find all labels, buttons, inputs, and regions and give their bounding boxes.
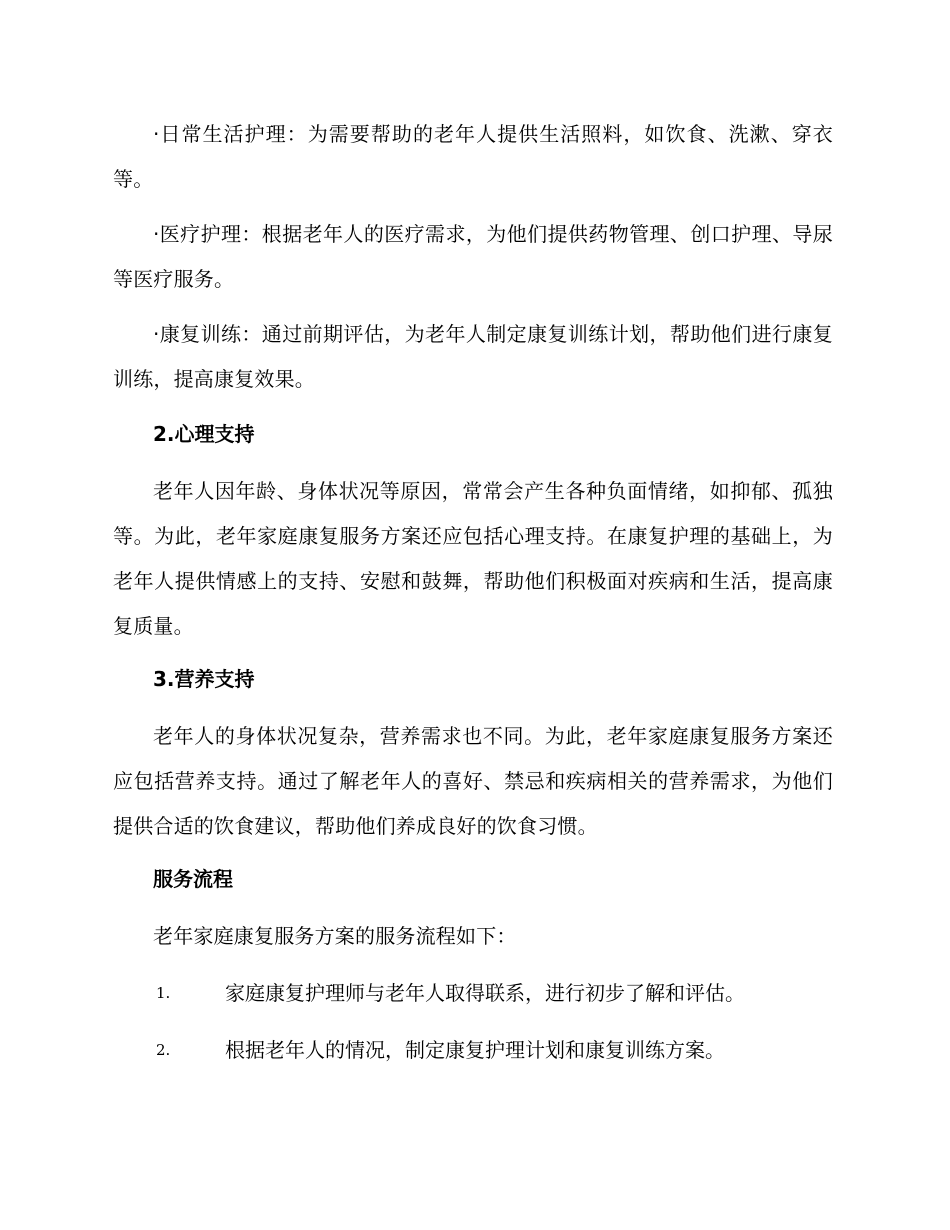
process-step xyxy=(113,971,833,1016)
section-heading-nutrition-support: 3.营养支持 xyxy=(153,667,255,691)
step-number: 1. xyxy=(156,984,171,1002)
service-process-intro: 老年家庭康复服务方案的服务流程如下： xyxy=(153,924,517,948)
psychological-support-paragraph: 老年人因年龄、身体状况等原因，常常会产生各种负面情绪，如抑郁、孤独等。为此，老年家庭康复服务方案还应包括心理支持。在康复护理的基础上，为老年人提供情感上的支持、安慰和鼓舞，帮助他们积极面对疾病和生活，提高康复质量。 xyxy=(113,479,833,638)
step-text: 家庭康复护理师与老年人取得联系，进行初步了解和评估。 xyxy=(225,981,745,1005)
bullet-medical-care: ·医疗护理：根据老年人的医疗需求，为他们提供药物管理、创口护理、导尿等医疗服务。 xyxy=(113,222,833,291)
step-number: 2. xyxy=(156,1041,171,1059)
nutrition-support-paragraph: 老年人的身体状况复杂，营养需求也不同。为此，老年家庭康复服务方案还应包括营养支持。通过了解老年人的喜好、禁忌和疾病相关的营养需求，为他们提供合适的饮食建议，帮助他们养成良好的饮食习惯。 xyxy=(113,724,833,838)
step-text: 根据老年人的情况，制定康复护理计划和康复训练方案。 xyxy=(225,1038,725,1062)
bullet-daily-care: ·日常生活护理：为需要帮助的老年人提供生活照料，如饮食、洗漱、穿衣等。 xyxy=(113,122,833,191)
process-step xyxy=(113,1028,833,1073)
bullet-rehab-training: ·康复训练：通过前期评估，为老年人制定康复训练计划，帮助他们进行康复训练，提高康复效果。 xyxy=(113,322,833,391)
document-content xyxy=(113,112,833,1085)
section-heading-service-process: 服务流程 xyxy=(153,867,233,891)
section-heading-psychological-support: 2.心理支持 xyxy=(153,422,255,446)
